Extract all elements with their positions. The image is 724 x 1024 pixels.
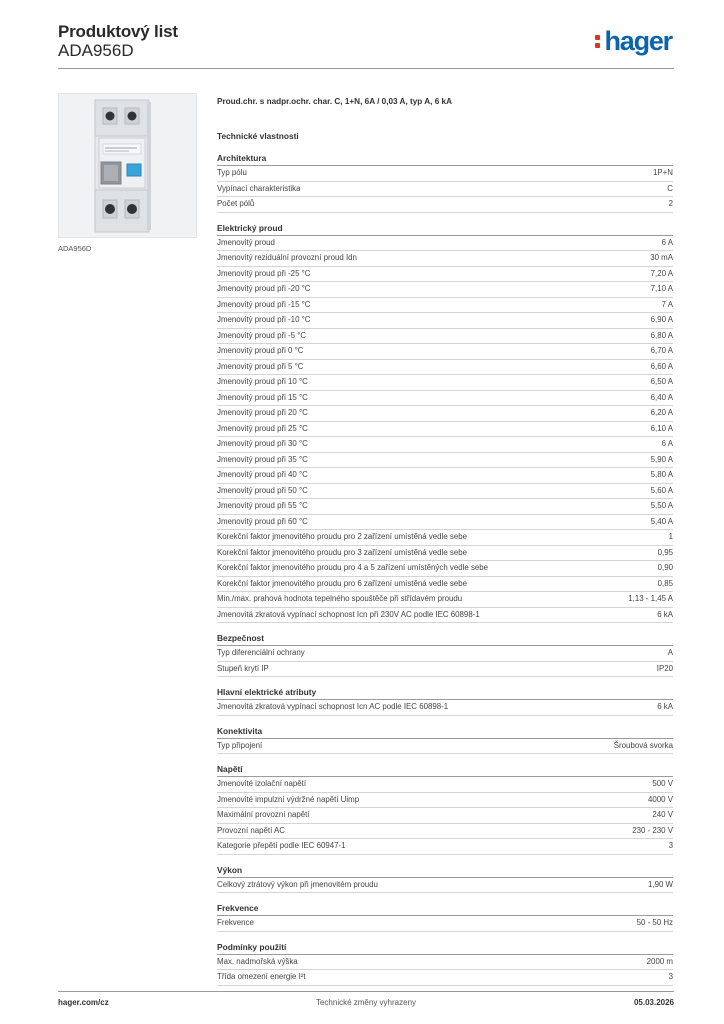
product-image (58, 93, 197, 238)
spec-row (217, 406, 673, 422)
spec-label: Korekční faktor jmenovitého proudu pro 4 a 5 zařízení umístěných vedle sebe (217, 563, 489, 572)
spec-label: Korekční faktor jmenovitého proudu pro 2 zařízení umístěná vedle sebe (217, 532, 468, 541)
spec-label: Jmenovitý proud při 25 °C (217, 423, 308, 433)
spec-value: 6 kA (657, 702, 673, 711)
spec-row (217, 182, 673, 198)
spec-row (217, 329, 673, 345)
spec-group (217, 940, 673, 986)
product-code: ADA956D (58, 41, 134, 60)
spec-row (217, 236, 673, 252)
spec-value: 3 (668, 972, 673, 981)
spec-row (217, 422, 673, 438)
spec-label: Jmenovitý proud při 0 °C (217, 346, 304, 355)
spec-value: 6,20 A (650, 408, 673, 417)
spec-label: Kategorie přepětí podle IEC 60947-1 (217, 841, 346, 850)
spec-row (217, 468, 673, 484)
group-title: Napětí (217, 762, 673, 777)
group-title: Architektura (217, 151, 673, 166)
spec-label: Počet pólů (217, 199, 255, 208)
spec-label: Jmenovité izolační napětí (217, 779, 307, 788)
spec-row (217, 515, 673, 531)
group-title: Elektrický proud (217, 221, 673, 236)
spec-label: Jmenovitá zkratová vypínací schopnost Icn AC podle IEC 60898-1 (217, 702, 449, 711)
spec-value: 6,10 A (650, 423, 673, 433)
spec-label: Jmenovitý proud při -25 °C (217, 268, 311, 278)
spec-value: 7,10 A (650, 284, 673, 293)
spec-value: 1,13 - 1,45 A (628, 594, 673, 603)
spec-group (217, 724, 673, 755)
spec-row (217, 808, 673, 824)
spec-group (217, 901, 673, 932)
footer-date: 05.03.2026 (633, 998, 674, 1007)
spec-row (217, 608, 673, 624)
logo-dots-icon (595, 32, 602, 50)
group-title: Bezpečnost (217, 631, 673, 646)
spec-row (217, 546, 673, 562)
spec-row (217, 530, 673, 546)
spec-row (217, 251, 673, 267)
spec-value: 7 A (661, 299, 673, 309)
spec-value: 4000 V (647, 794, 673, 804)
spec-label: Jmenovitý proud při -20 °C (217, 284, 311, 293)
spec-label: Jmenovitý reziduální provozní proud Idn (217, 253, 357, 262)
spec-label: Jmenovitý proud při 50 °C (217, 485, 308, 495)
spec-value: 1 (668, 532, 673, 541)
spec-row (217, 453, 673, 469)
spec-value: 30 mA (650, 253, 673, 262)
spec-label: Jmenovitý proud (217, 237, 275, 247)
spec-row (217, 824, 673, 840)
spec-label: Jmenovitý proud při -15 °C (217, 299, 311, 309)
spec-label: Typ diferenciální ochrany (217, 648, 305, 657)
spec-group (217, 685, 673, 716)
spec-group (217, 863, 673, 894)
spec-row (217, 298, 673, 314)
spec-row (217, 916, 673, 932)
spec-value: 6 A (661, 237, 673, 247)
circuit-breaker-illustration (59, 94, 196, 237)
spec-label: Jmenovitý proud při -10 °C (217, 315, 311, 324)
spec-label: Min./max. prahová hodnota tepelného spouštěče při střídavém proudu (217, 594, 463, 603)
logo-text: hager (604, 26, 672, 56)
spec-label: Jmenovitá zkratová vypínací schopnost Icn při 230V AC podle IEC 60898-1 (217, 609, 480, 619)
spec-row (217, 561, 673, 577)
spec-value: 2 (668, 199, 673, 208)
spec-value: C (667, 183, 673, 193)
spec-label: Jmenovitý proud při 5 °C (217, 361, 304, 371)
hager-logo (595, 28, 672, 55)
spec-value: 5,90 A (650, 454, 673, 464)
spec-value: 5,60 A (650, 485, 673, 495)
spec-value: 240 V (652, 810, 673, 819)
spec-row (217, 970, 673, 986)
spec-value: 6,60 A (650, 361, 673, 371)
spec-row (217, 592, 673, 608)
spec-value: 6 kA (657, 609, 673, 619)
spec-value: 6,50 A (650, 377, 673, 386)
group-title: Podmínky použití (217, 940, 673, 955)
group-title: Hlavní elektrické atributy (217, 685, 673, 700)
spec-label: Typ připojení (217, 740, 263, 750)
spec-value: 0,90 (657, 563, 673, 572)
spec-row (217, 437, 673, 453)
spec-value: 0,85 (657, 578, 673, 588)
spec-row (217, 282, 673, 298)
footer-website[interactable]: hager.com/cz (58, 998, 109, 1007)
spec-value: 0,95 (657, 547, 673, 557)
spec-row (217, 360, 673, 376)
section-title: Technické vlastnosti (217, 131, 299, 141)
spec-value: 2000 m (646, 956, 673, 966)
spec-label: Typ pólu (217, 168, 247, 177)
spec-label: Třída omezení energie I²t (217, 972, 306, 981)
group-title: Výkon (217, 863, 673, 878)
spec-value: 6,40 A (650, 392, 673, 402)
spec-value: Šroubová svorka (613, 740, 673, 750)
spec-value: 6,80 A (650, 330, 673, 340)
specifications (217, 95, 673, 986)
spec-row (217, 391, 673, 407)
spec-value: 6 A (661, 439, 673, 448)
spec-label: Jmenovité impulzní výdržné napětí Uimp (217, 794, 360, 804)
spec-row (217, 375, 673, 391)
spec-label: Provozní napětí AC (217, 825, 285, 835)
spec-row (217, 313, 673, 329)
spec-label: Korekční faktor jmenovitého proudu pro 3 zařízení umístěná vedle sebe (217, 547, 468, 557)
spec-label: Jmenovitý proud při 10 °C (217, 377, 308, 386)
document-title: Produktový list (58, 22, 178, 41)
spec-label: Vypínací charakteristika (217, 183, 301, 193)
spec-groups (217, 151, 673, 986)
spec-row (217, 777, 673, 793)
spec-value: 1,90 W (648, 879, 673, 889)
spec-group (217, 762, 673, 855)
spec-label: Jmenovitý proud při 15 °C (217, 392, 308, 402)
spec-row (217, 577, 673, 593)
product-description: Proud.chr. s nadpr.ochr. char. C, 1+N, 6A / 0,03 A, typ A, 6 kA (217, 97, 453, 106)
spec-group (217, 221, 673, 624)
spec-label: Jmenovitý proud při 60 °C (217, 516, 308, 526)
group-title: Frekvence (217, 901, 673, 916)
page-header (58, 20, 674, 68)
group-title: Konektivita (217, 724, 673, 739)
spec-label: Max. nadmořská výška (217, 956, 298, 966)
spec-value: 500 V (652, 779, 673, 788)
spec-label: Jmenovitý proud při -5 °C (217, 330, 307, 340)
spec-row (217, 197, 673, 213)
spec-row (217, 839, 673, 855)
spec-row (217, 344, 673, 360)
footer-note: Technické změny vyhrazeny (315, 998, 417, 1007)
spec-row (217, 662, 673, 678)
spec-value: 6,70 A (650, 346, 673, 355)
spec-value: 5,40 A (650, 516, 673, 526)
spec-row (217, 646, 673, 662)
footer-divider (58, 991, 674, 992)
spec-value: 5,50 A (650, 501, 673, 510)
spec-row (217, 499, 673, 515)
spec-label: Celkový ztrátový výkon při jmenovitém proudu (217, 879, 378, 889)
spec-row (217, 793, 673, 809)
spec-value: 5,80 A (650, 470, 673, 479)
spec-label: Jmenovitý proud při 20 °C (217, 408, 308, 417)
spec-label: Jmenovitý proud při 55 °C (217, 501, 308, 510)
spec-row (217, 955, 673, 971)
spec-value: 3 (668, 841, 673, 850)
spec-row (217, 878, 673, 894)
spec-value: 7,20 A (650, 268, 673, 278)
header-divider (58, 68, 674, 69)
spec-label: Korekční faktor jmenovitého proudu pro 6 zařízení umístěná vedle sebe (217, 578, 468, 588)
spec-row (217, 267, 673, 283)
spec-label: Frekvence (217, 918, 254, 927)
spec-label: Jmenovitý proud při 40 °C (217, 470, 308, 479)
spec-value: 230 - 230 V (632, 825, 673, 835)
spec-value: 1P+N (653, 168, 673, 177)
image-caption: ADA956D (58, 244, 92, 253)
spec-value: 6,90 A (650, 315, 673, 324)
spec-row (217, 166, 673, 182)
spec-label: Stupeň krytí IP (217, 663, 269, 673)
spec-value: 50 - 50 Hz (636, 918, 673, 927)
spec-group (217, 151, 673, 213)
spec-label: Jmenovitý proud při 30 °C (217, 439, 308, 448)
spec-row (217, 700, 673, 716)
spec-group (217, 631, 673, 677)
spec-value: IP20 (656, 663, 673, 673)
spec-label: Jmenovitý proud při 35 °C (217, 454, 308, 464)
spec-row (217, 484, 673, 500)
spec-row (217, 739, 673, 755)
page-footer (58, 998, 674, 1012)
spec-label: Maximální provozní napětí (217, 810, 310, 819)
spec-value: A (667, 648, 673, 657)
